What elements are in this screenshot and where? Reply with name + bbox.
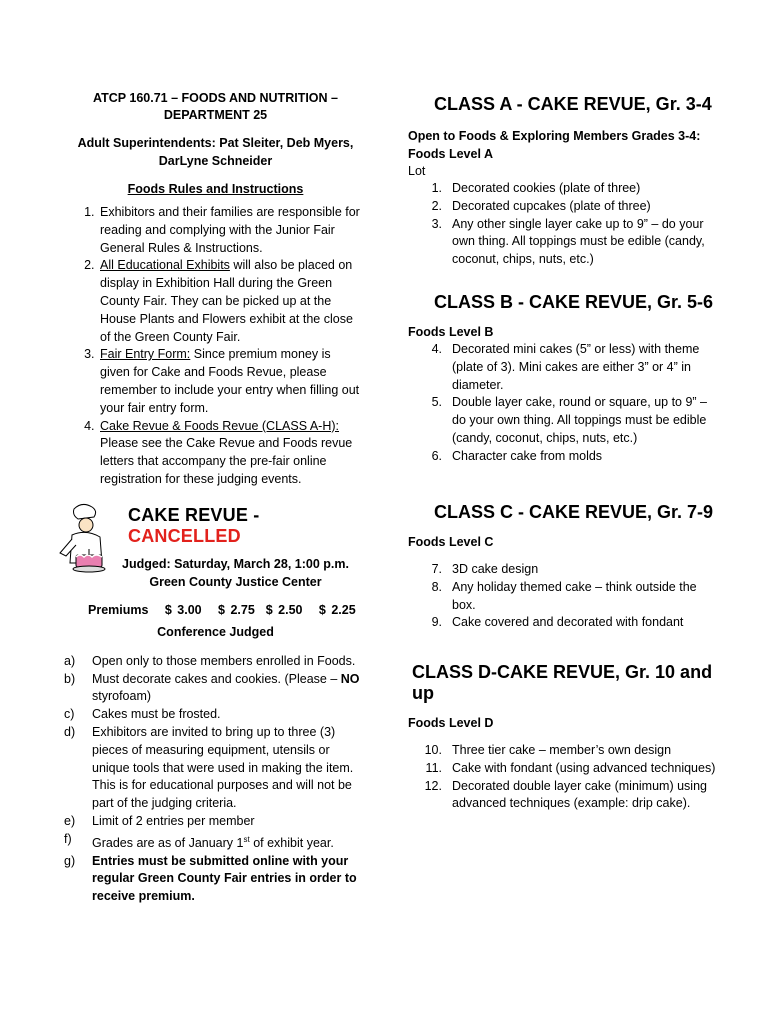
rules-title: Foods Rules and Instructions bbox=[127, 182, 304, 196]
class-c-subtitle: Foods Level C bbox=[408, 535, 494, 549]
class-a-title: CLASS A - CAKE REVUE, Gr. 3-4 bbox=[434, 94, 712, 114]
class-b-subtitle: Foods Level B bbox=[408, 325, 494, 339]
list-item: 12. Decorated double layer cake (minimum) using advanced techniques (example: drip cake). bbox=[424, 778, 707, 811]
list-item: e) Limit of 2 entries per member bbox=[64, 813, 255, 828]
chef-cake-illustration-icon bbox=[52, 501, 112, 581]
class-a-list bbox=[408, 180, 718, 269]
list-item: 5. Double layer cake, round or square, up to 9” – do your own thing. All toppings must be edible (candy, coconut, chips, nuts, etc.) bbox=[431, 395, 708, 445]
list-item: b) Must decorate cakes and cookies. (Please – NO styrofoam) bbox=[64, 671, 360, 704]
class-b-title: CLASS B - CAKE REVUE, Gr. 5-6 bbox=[434, 292, 714, 312]
list-item: 10. Three tier cake – member’s own design bbox=[424, 743, 672, 757]
class-b-section bbox=[408, 292, 718, 466]
department-header: ATCP 160.71 – FOODS AND NUTRITION – DEPARTMENT 25 bbox=[93, 91, 338, 122]
list-item: 3. Any other single layer cake up to 9” – do your own thing. All toppings must be edible (candy, coconut, chips, nuts, etc.) bbox=[431, 216, 705, 267]
judging-info: Judged: Saturday, March 28, 1:00 p.m. Green County Justice Center bbox=[122, 556, 349, 589]
class-c-list bbox=[408, 561, 718, 632]
list-item: 9. Cake covered and decorated with fondant bbox=[431, 615, 684, 630]
premiums: Premiums $ 3.00 $ 2.75 $ 2.50 $ 2.25 bbox=[88, 602, 356, 617]
list-item: 4. Decorated mini cakes (5” or less) with theme (plate of 3). Mini cakes are either 3” or 4” in diameter. bbox=[431, 342, 700, 392]
class-b-list bbox=[408, 341, 718, 466]
list-item: f) Grades are as of January 1st of exhibit year. bbox=[64, 831, 334, 850]
lot-label: Lot bbox=[408, 164, 426, 178]
class-a-section bbox=[408, 94, 718, 269]
list-item: 7. 3D cake design bbox=[431, 562, 539, 576]
class-c-title: CLASS C - CAKE REVUE, Gr. 7-9 bbox=[434, 502, 714, 522]
cancelled-label: CANCELLED bbox=[128, 525, 241, 546]
list-item: 2. Decorated cupcakes (plate of three) bbox=[431, 198, 651, 213]
list-item: 1. Decorated cookies (plate of three) bbox=[431, 181, 641, 195]
class-d-subtitle: Foods Level D bbox=[408, 716, 494, 730]
class-c-section bbox=[408, 502, 718, 632]
rule-item: 3. Fair Entry Form: Since premium money is given for Cake and Foods Revue, please remember to include your entry when filling out your fair entry form. bbox=[98, 346, 363, 417]
list-item: a) Open only to those members enrolled in Foods. bbox=[64, 653, 356, 668]
cake-revue-section bbox=[64, 504, 363, 906]
list-item: 6. Character cake from molds bbox=[431, 448, 603, 463]
list-item: d) Exhibitors are invited to bring up to three (3) pieces of measuring equipment, utensils or unique tools that were used in making the item. This is for educational purposes and will not be part of the judging criteria. bbox=[64, 724, 354, 811]
class-d-title: CLASS D-CAKE REVUE, Gr. 10 and up bbox=[412, 662, 713, 703]
class-d-list bbox=[408, 742, 718, 813]
cake-revue-title: CAKE REVUE - CANCELLED bbox=[128, 504, 260, 546]
superintendents: Adult Superintendents: Pat Sleiter, Deb Myers, DarLyne Schneider bbox=[77, 136, 354, 168]
conference-judged: Conference Judged bbox=[157, 624, 274, 639]
rule-item: 4. Cake Revue & Foods Revue (CLASS A-H): Please see the Cake Revue and Foods revue letters that accompany the pre-fair online registration for these judging events. bbox=[98, 418, 363, 489]
list-item: 11. Cake with fondant (using advanced techniques) bbox=[425, 760, 716, 775]
rule-item: 2. All Educational Exhibits will also be placed on display in Exhibition Hall during the Green County Fair. They can be picked up at the House Plants and Flowers exhibit at the close of the Green County Fair. bbox=[98, 257, 363, 346]
class-a-subtitle: Open to Foods & Exploring Members Grades 3-4: Foods Level A bbox=[408, 129, 701, 161]
rule-item: 1. Exhibitors and their families are responsible for reading and complying with the Junior Fair General Rules & Instructions. bbox=[98, 204, 363, 257]
list-item: c) Cakes must be frosted. bbox=[64, 707, 221, 722]
revue-rules-list bbox=[60, 653, 363, 906]
list-item: g) Entries must be submitted online with your regular Green County Fair entries in order to receive premium. bbox=[64, 853, 357, 904]
rules-list bbox=[68, 204, 363, 489]
left-column bbox=[64, 90, 363, 906]
class-d-section bbox=[408, 662, 718, 813]
list-item: 8. Any holiday themed cake – think outside the box. bbox=[431, 579, 697, 612]
